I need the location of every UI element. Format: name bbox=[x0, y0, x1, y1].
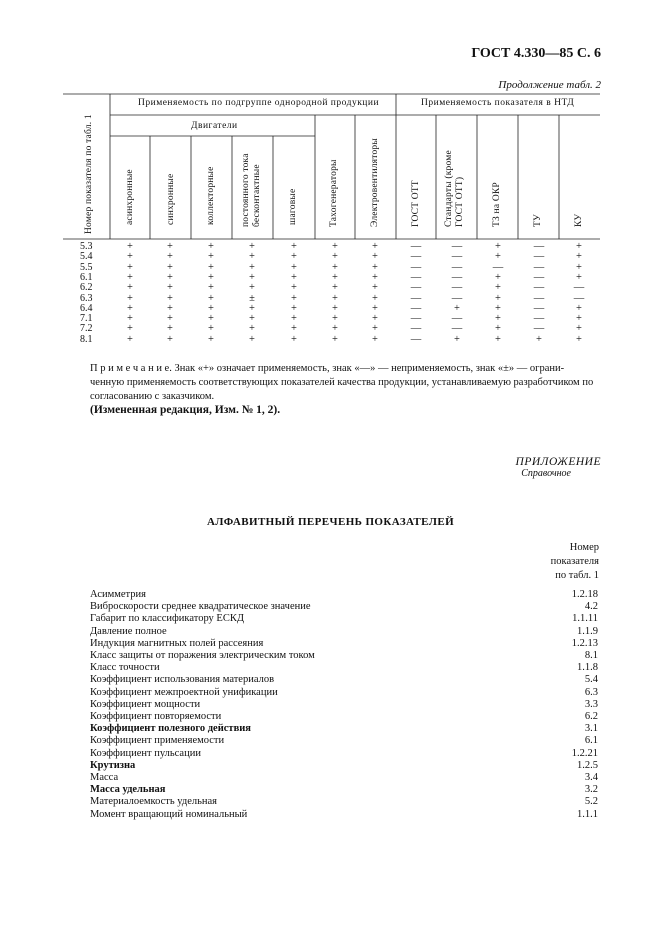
list-item-number: 1.1.9 bbox=[577, 625, 598, 637]
list-item-number: 4.2 bbox=[584, 601, 598, 613]
table-cell: — bbox=[410, 302, 422, 314]
table-cell: + bbox=[127, 251, 133, 263]
table-cell: + bbox=[249, 282, 255, 294]
table-cell: + bbox=[127, 323, 133, 335]
table-cell: + bbox=[127, 333, 133, 345]
list-item-number: 3.4 bbox=[584, 772, 598, 783]
table-cell: + bbox=[167, 251, 173, 263]
list-item-name: Коэффициент полезного действия bbox=[90, 723, 251, 735]
table-cell: + bbox=[372, 313, 378, 325]
table-cell: + bbox=[291, 333, 297, 345]
list-item-number: 1.2.5 bbox=[577, 759, 598, 771]
table-cell: + bbox=[249, 333, 255, 345]
table-cell: + bbox=[291, 313, 297, 325]
table-cell: + bbox=[167, 261, 173, 273]
table-cell: — bbox=[451, 323, 463, 335]
table-cell: — bbox=[410, 251, 422, 263]
row-label: 5.4 bbox=[80, 251, 93, 263]
list-column-header-line: по табл. 1 bbox=[555, 570, 599, 581]
list-item-name: Коэффициент повторяемости bbox=[90, 711, 222, 722]
table-cell: + bbox=[495, 282, 501, 294]
table-cell: — bbox=[533, 292, 545, 304]
table-cell: + bbox=[208, 313, 214, 325]
table-cell: + bbox=[576, 251, 582, 263]
list-item-number: 5.2 bbox=[584, 796, 598, 808]
list-item-number: 5.4 bbox=[584, 674, 598, 686]
table-cell: + bbox=[332, 241, 338, 252]
list-item bbox=[90, 809, 598, 821]
table-cell: + bbox=[536, 333, 542, 345]
table-cell: + bbox=[208, 261, 214, 273]
list-item-name: Коэффициент мощности bbox=[90, 698, 201, 710]
table-cell: — bbox=[410, 282, 422, 294]
table-note-line: П р и м е ч а н и е. Знак «+» означает применяемость, знак «—» — неприменяемость, знак «±» — ограни- bbox=[90, 363, 565, 374]
table-cell: + bbox=[576, 323, 582, 335]
list-item bbox=[90, 601, 598, 613]
table-cell: + bbox=[208, 251, 214, 263]
table-cell: — bbox=[410, 271, 422, 283]
table-cell: + bbox=[208, 241, 214, 252]
table-cell: + bbox=[127, 261, 133, 273]
table-cell: + bbox=[372, 261, 378, 273]
list-item bbox=[90, 784, 598, 796]
table-cell: + bbox=[332, 323, 338, 335]
row-label: 5.3 bbox=[80, 241, 93, 252]
table-cell: + bbox=[495, 302, 501, 314]
list-item bbox=[90, 687, 598, 699]
list-item-name: Виброскорости среднее квадратическое значение bbox=[90, 601, 311, 613]
table-cell: + bbox=[249, 251, 255, 263]
table-cell: + bbox=[372, 271, 378, 283]
table-cell: + bbox=[576, 261, 582, 273]
table-cell: + bbox=[291, 241, 297, 252]
row-label: 6.1 bbox=[80, 271, 93, 283]
list-column-header-line: показателя bbox=[550, 556, 599, 567]
column-header: КУ bbox=[574, 213, 584, 227]
list-item-number: 6.1 bbox=[584, 735, 598, 747]
table-cell: + bbox=[167, 333, 173, 345]
table-cell: + bbox=[332, 261, 338, 273]
list-item bbox=[90, 699, 598, 711]
table-cell: + bbox=[495, 251, 501, 263]
table-cell: + bbox=[495, 241, 501, 252]
table-cell: + bbox=[208, 302, 214, 314]
list-item bbox=[90, 589, 598, 601]
list-item-name: Класс точности bbox=[90, 662, 160, 674]
table-cell: + bbox=[167, 292, 173, 304]
list-item bbox=[90, 674, 598, 686]
table-cell: + bbox=[167, 313, 173, 325]
table-cell: + bbox=[332, 292, 338, 304]
column-header: ТЗ на ОКР bbox=[492, 182, 502, 227]
list-item bbox=[90, 650, 598, 662]
column-header: коллекторные bbox=[206, 166, 216, 225]
list-item bbox=[90, 748, 598, 760]
row-label: 8.1 bbox=[80, 333, 93, 345]
table-cell: + bbox=[127, 313, 133, 325]
list-item-number: 3.3 bbox=[584, 698, 598, 710]
table-cell: — bbox=[492, 261, 504, 273]
table-cell: + bbox=[127, 241, 133, 252]
table-cell: + bbox=[249, 261, 255, 273]
list-item-number: 6.2 bbox=[584, 711, 598, 722]
list-item-name: Крутизна bbox=[90, 759, 136, 771]
table-cell: + bbox=[372, 333, 378, 345]
table-cell: + bbox=[127, 271, 133, 283]
table-cell: + bbox=[454, 333, 460, 345]
row-label: 7.2 bbox=[80, 323, 93, 335]
table-cell: — bbox=[410, 323, 422, 335]
list-item-number: 1.1.11 bbox=[572, 613, 598, 625]
table-cell: — bbox=[533, 282, 545, 294]
table-cell: — bbox=[533, 302, 545, 314]
table-cell: + bbox=[332, 282, 338, 294]
table-cell: + bbox=[372, 302, 378, 314]
column-header: асинхронные bbox=[125, 169, 135, 225]
page-title: ГОСТ 4.330—85 С. 6 bbox=[471, 46, 601, 61]
list-item-number: 1.2.13 bbox=[571, 637, 598, 649]
table-cell: + bbox=[291, 251, 297, 263]
list-item-name: Коэффициент использования материалов bbox=[90, 674, 275, 686]
table-cell: + bbox=[576, 313, 582, 325]
list-item-name: Коэффициент применяемости bbox=[90, 735, 225, 747]
table-cell: — bbox=[533, 241, 545, 252]
table-cell: — bbox=[573, 282, 585, 294]
list-item bbox=[90, 662, 598, 674]
table-cell: + bbox=[127, 292, 133, 304]
list-item-number: 1.2.18 bbox=[571, 589, 598, 600]
list-item bbox=[90, 613, 598, 625]
table-cell: + bbox=[495, 271, 501, 283]
list-item bbox=[90, 638, 598, 650]
list-item-number: 3.2 bbox=[584, 784, 598, 796]
table-cell: + bbox=[372, 282, 378, 294]
table-cell: — bbox=[573, 292, 585, 304]
table-cell: — bbox=[451, 241, 463, 252]
list-item-name: Материалоемкость удельная bbox=[90, 796, 217, 808]
motors-header: Двигатели bbox=[191, 121, 238, 131]
table-cell: + bbox=[249, 271, 255, 283]
list-item-number: 1.1.8 bbox=[577, 662, 598, 674]
table-cell: — bbox=[410, 261, 422, 273]
table-cell: + bbox=[249, 313, 255, 325]
table-cell: + bbox=[167, 271, 173, 283]
table-cell: — bbox=[451, 251, 463, 263]
table-cell: + bbox=[127, 282, 133, 294]
list-item bbox=[90, 760, 598, 772]
table-cell: + bbox=[249, 323, 255, 335]
table-cell: + bbox=[208, 333, 214, 345]
edition-note: (Измененная редакция, Изм. № 1, 2). bbox=[90, 404, 281, 416]
table-cell: + bbox=[332, 271, 338, 283]
table-cell: + bbox=[291, 261, 297, 273]
table-cell: + bbox=[495, 292, 501, 304]
group1-header: Применяемость по подгруппе однородной продукции bbox=[138, 98, 380, 108]
row-label: 5.5 bbox=[80, 261, 93, 273]
column-header: шаговые bbox=[288, 188, 298, 225]
list-item bbox=[90, 723, 598, 735]
table-caption: Продолжение табл. 2 bbox=[498, 79, 601, 91]
list-item-name: Масса удельная bbox=[90, 784, 166, 796]
list-column-header-line: Номер bbox=[569, 542, 599, 553]
table-cell: + bbox=[332, 302, 338, 314]
table-cell: + bbox=[208, 271, 214, 283]
column-header: ГОСТ ОТТ bbox=[411, 180, 421, 227]
table-cell: — bbox=[410, 292, 422, 304]
table-cell: + bbox=[167, 282, 173, 294]
table-cell: + bbox=[291, 323, 297, 335]
list-item bbox=[90, 796, 598, 808]
row-label: 6.2 bbox=[80, 282, 93, 294]
table-cell: + bbox=[291, 271, 297, 283]
table-cell: + bbox=[332, 251, 338, 263]
table-cell: + bbox=[208, 323, 214, 335]
table-cell: + bbox=[249, 241, 255, 252]
list-item-number: 6.3 bbox=[584, 686, 598, 698]
table-cell: + bbox=[576, 241, 582, 252]
table-cell: + bbox=[167, 323, 173, 335]
table-cell: — bbox=[410, 333, 422, 345]
applicability-table bbox=[63, 93, 600, 351]
table-cell: — bbox=[451, 261, 463, 273]
list-item-name: Коэффициент пульсации bbox=[90, 747, 201, 759]
list-item-number: 3.1 bbox=[584, 723, 598, 735]
list-item-number: 1.2.21 bbox=[571, 747, 598, 759]
list-title: АЛФАВИТНЫЙ ПЕРЕЧЕНЬ ПОКАЗАТЕЛЕЙ bbox=[206, 516, 455, 528]
table-cell: + bbox=[495, 313, 501, 325]
appendix-subtitle: Справочное bbox=[521, 468, 571, 479]
list-item-name: Класс защиты от поражения электрическим током bbox=[90, 650, 315, 661]
table-cell: — bbox=[533, 261, 545, 273]
rownum-header: Номер показателя по табл. 1 bbox=[84, 114, 94, 234]
list-item-name: Габарит по классификатору ЕСКД bbox=[90, 613, 245, 625]
table-cell: + bbox=[495, 333, 501, 345]
table-cell: + bbox=[454, 302, 460, 314]
table-cell: + bbox=[495, 323, 501, 335]
page-header bbox=[0, 46, 661, 68]
table-cell: — bbox=[410, 241, 422, 252]
list-item bbox=[90, 772, 598, 784]
table-cell: + bbox=[372, 323, 378, 335]
list-item-name: Момент вращающий номинальный bbox=[90, 808, 248, 820]
row-label: 6.3 bbox=[80, 292, 93, 304]
table-cell: + bbox=[167, 302, 173, 314]
table-cell: + bbox=[576, 271, 582, 283]
table-cell: + bbox=[208, 282, 214, 294]
list-item-number: 1.1.1 bbox=[577, 808, 598, 820]
table-cell: + bbox=[291, 302, 297, 314]
row-label: 6.4 bbox=[80, 302, 93, 314]
table-cell: + bbox=[332, 333, 338, 345]
table-cell: + bbox=[291, 292, 297, 304]
list-item-name: Масса bbox=[90, 772, 119, 783]
table-cell: + bbox=[127, 302, 133, 314]
table-cell: + bbox=[576, 333, 582, 345]
row-label: 7.1 bbox=[80, 313, 93, 325]
table-cell: — bbox=[533, 323, 545, 335]
table-cell: + bbox=[208, 292, 214, 304]
table-cell: + bbox=[372, 292, 378, 304]
column-header: Стандарты (кроме ГОСТ ОТТ) bbox=[444, 150, 465, 227]
column-header: постоянного тока бесконтактные bbox=[241, 153, 262, 227]
table-cell: — bbox=[451, 313, 463, 325]
table-cell: — bbox=[533, 271, 545, 283]
table-cell: + bbox=[372, 251, 378, 263]
table-cell: + bbox=[249, 302, 255, 314]
list-item bbox=[90, 626, 598, 638]
list-item-name: Индукция магнитных полей рассеяния bbox=[90, 637, 264, 649]
list-column-header bbox=[519, 541, 599, 583]
list-item bbox=[90, 735, 598, 747]
list-item bbox=[90, 711, 598, 723]
column-header: ТУ bbox=[533, 214, 543, 227]
table-note-line: ченную применяемость соответствующих показателей качества продукции, устанавливаемую разработчиком по bbox=[90, 377, 594, 388]
appendix-title: ПРИЛОЖЕНИЕ bbox=[515, 456, 601, 468]
table-cell: + bbox=[372, 241, 378, 252]
table-cell: + bbox=[167, 241, 173, 252]
table-cell: — bbox=[533, 251, 545, 263]
list-item-name: Коэффициент межпроектной унификации bbox=[90, 686, 278, 698]
table-note-line: согласованию с заказчиком. bbox=[90, 391, 215, 402]
list-item-name: Давление полное bbox=[90, 625, 167, 637]
table-cell: — bbox=[451, 282, 463, 294]
table-cell: — bbox=[410, 313, 422, 325]
list-item-number: 8.1 bbox=[584, 650, 598, 661]
table-cell: — bbox=[451, 292, 463, 304]
list-item-name: Асимметрия bbox=[90, 589, 146, 600]
table-cell: + bbox=[332, 313, 338, 325]
group2-header: Применяемость показателя в НТД bbox=[421, 98, 575, 108]
table-cell: — bbox=[533, 313, 545, 325]
table-cell: — bbox=[451, 271, 463, 283]
column-header: Электровентиляторы bbox=[370, 138, 380, 227]
table-cell: + bbox=[576, 302, 582, 314]
table-cell: ± bbox=[249, 292, 255, 304]
table-cell: + bbox=[291, 282, 297, 294]
column-header: Тахогенераторы bbox=[329, 159, 339, 227]
column-header: синхронные bbox=[166, 173, 176, 225]
